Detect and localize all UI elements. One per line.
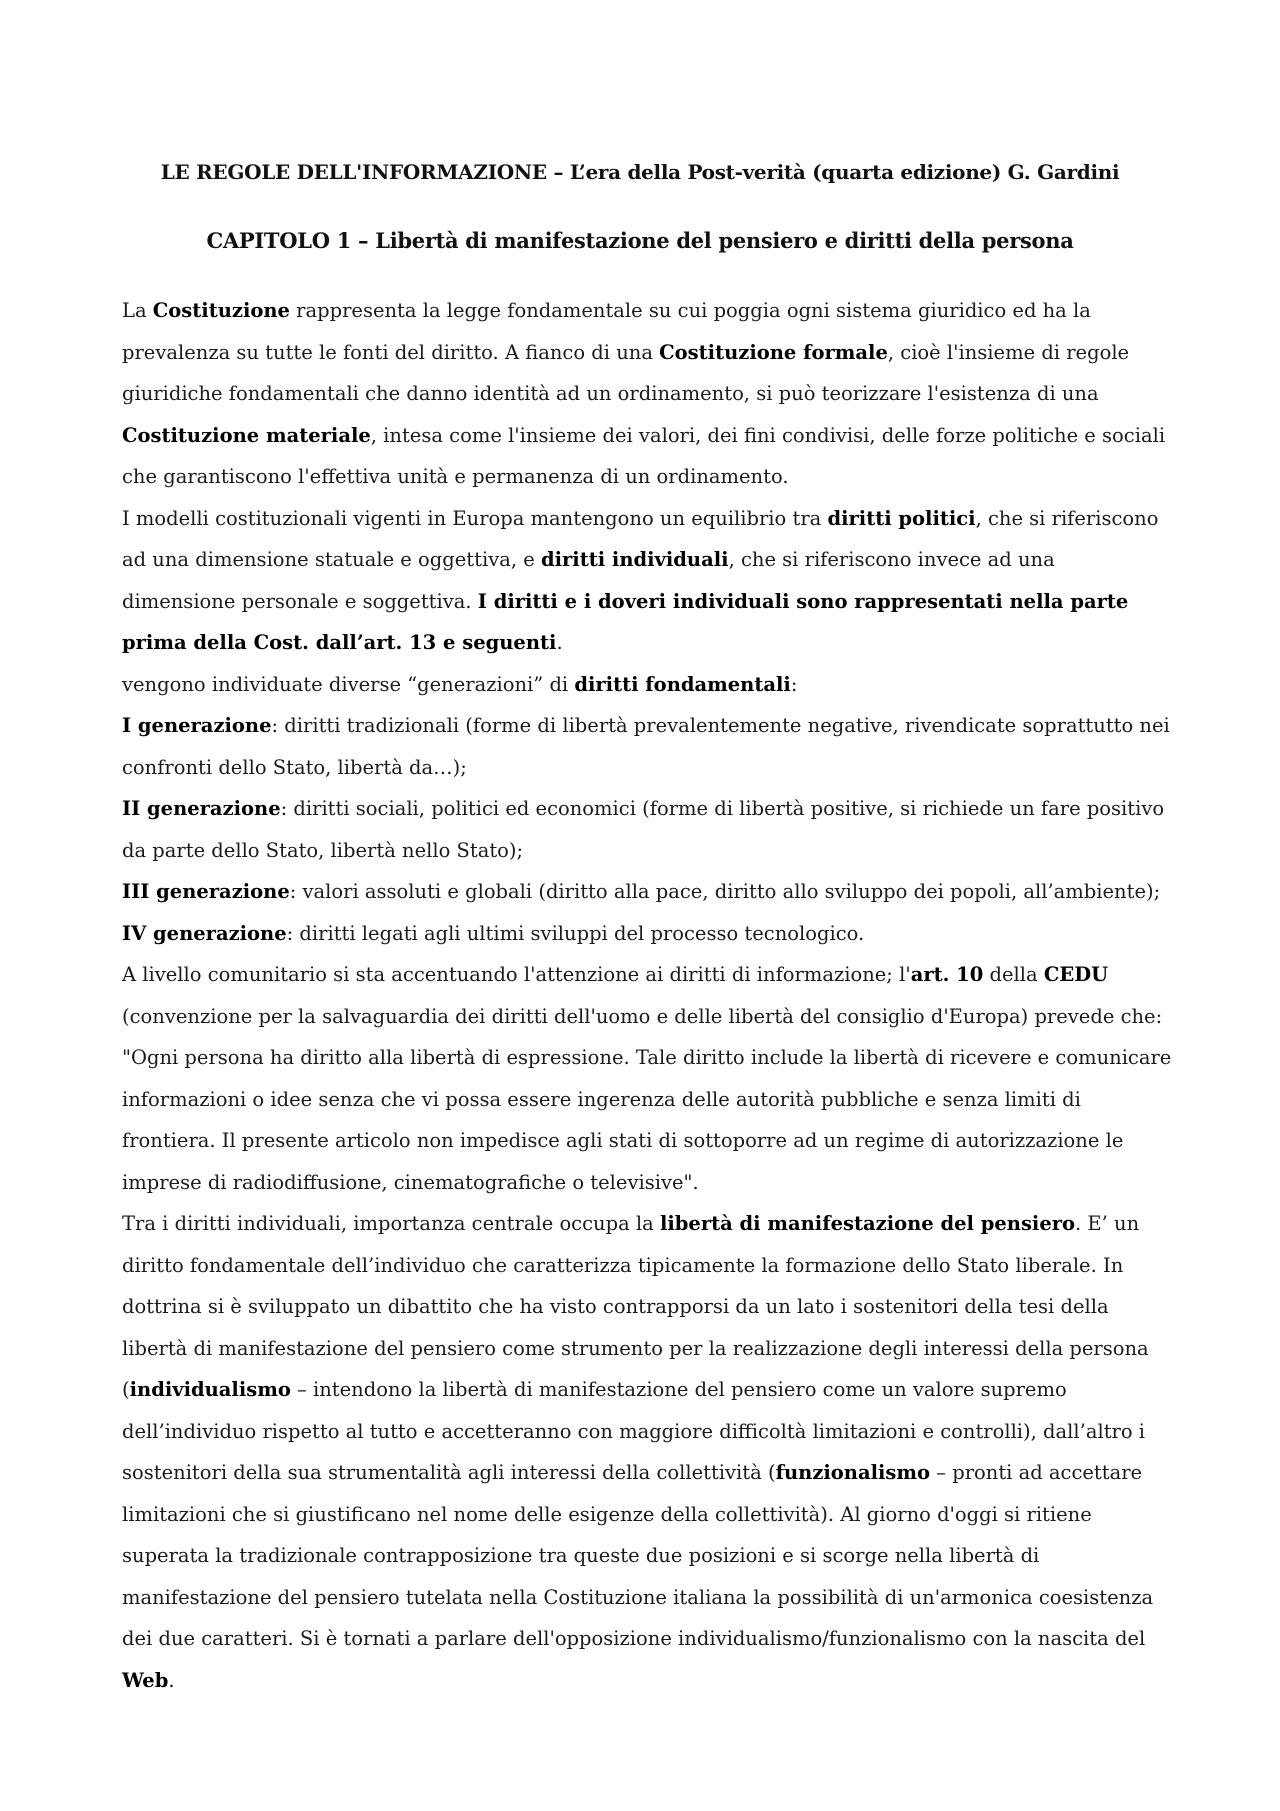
list-item-generazione-4: IV generazione: diritti legati agli ultimi sviluppi del processo tecnologico.: [122, 921, 865, 945]
paragraph-liberta-pensiero: Tra i diritti individuali, importanza centrale occupa la libertà di manifestazione del pensiero. E’ un diritto fondamentale dell’individuo che caratterizza tipicamente la formazione dello Stato liberale. In dottrina si è sviluppato un dibattito che ha visto contrapporsi da un lato i sostenitori della tesi della libertà di manifestazione del pensiero come strumento per la realizzazione degli interessi della persona (individualismo – intendono la libertà di manifestazione del pensiero come un valore supremo dell’individuo rispetto al tutto e accetteranno con maggiore difficoltà limitazioni e controlli), dall’altro i sostenitori della sua strumentalità agli interessi della collettività (funzionalismo – pronti ad accettare limitazioni che si giustificano nel nome delle esigenze della collettività). Al giorno d'oggi si ritiene superata la tradizionale contrapposizione tra queste due posizioni e si scorge nella libertà di manifestazione del pensiero tutelata nella Costituzione italiana la possibilità di un'armonica coesistenza dei due caratteri. Si è tornati a parlare dell'opposizione individualismo/funzionalismo con la nascita del Web.: [122, 1212, 1154, 1692]
paragraph-costituzione: La Costituzione rappresenta la legge fondamentale su cui poggia ogni sistema giuridico ed ha la prevalenza su tutte le fonti del diritto. A fianco di una Costituzione formale, cioè l'insieme di regole giuridiche fondamentali che danno identità ad un ordinamento, si può teorizzare l'esistenza di una Costituzione materiale, intesa come l'insieme dei valori, dei fini condivisi, delle forze politiche e sociali che garantiscono l'effettiva unità e permanenza di un ordinamento.: [122, 299, 1166, 488]
document-title: LE REGOLE DELL'INFORMAZIONE – L’era della Post-verità (quarta edizione) G. Gardini: [160, 160, 1120, 184]
document-body: [122, 290, 1174, 1701]
list-item-generazione-1: I generazione: diritti tradizionali (forme di libertà prevalentemente negative, rivendicate soprattutto nei confronti dello Stato, libertà da…);: [122, 714, 1170, 779]
list-item-generazione-3: III generazione: valori assoluti e globali (diritto alla pace, diritto allo sviluppo dei popoli, all’ambiente);: [122, 880, 1161, 903]
chapter-title: CAPITOLO 1 – Libertà di manifestazione del pensiero e diritti della persona: [206, 228, 1074, 253]
list-item-generazione-2: II generazione: diritti sociali, politici ed economici (forme di libertà positive, si richiede un fare positivo da parte dello Stato, libertà nello Stato);: [122, 797, 1165, 862]
paragraph-modelli-costituzionali: I modelli costituzionali vigenti in Europa mantengono un equilibrio tra diritti politici, che si riferiscono ad una dimensione statuale e oggettiva, e diritti individuali, che si riferiscono invece ad una dimensione personale e soggettiva. I diritti e i doveri individuali sono rappresentati nella parte prima della Cost. dall’art. 13 e seguenti.: [122, 506, 1159, 654]
paragraph-generazioni: vengono individuate diverse “generazioni” di diritti fondamentali:: [122, 672, 798, 696]
paragraph-cedu: A livello comunitario si sta accentuando l'attenzione ai diritti di informazione; l'art. 10 della CEDU (convenzione per la salvaguardia dei diritti dell'uomo e delle libertà del consiglio d'Europa) prevede che: "Ogni persona ha diritto alla libertà di espressione. Tale diritto include la libertà di ricevere e comunicare informazioni o idee senza che vi possa essere ingerenza delle autorità pubbliche e senza limiti di frontiera. Il presente articolo non impedisce agli stati di sottoporre ad un regime di autorizzazione le imprese di radiodiffusione, cinematografiche o televisive".: [122, 963, 1172, 1194]
